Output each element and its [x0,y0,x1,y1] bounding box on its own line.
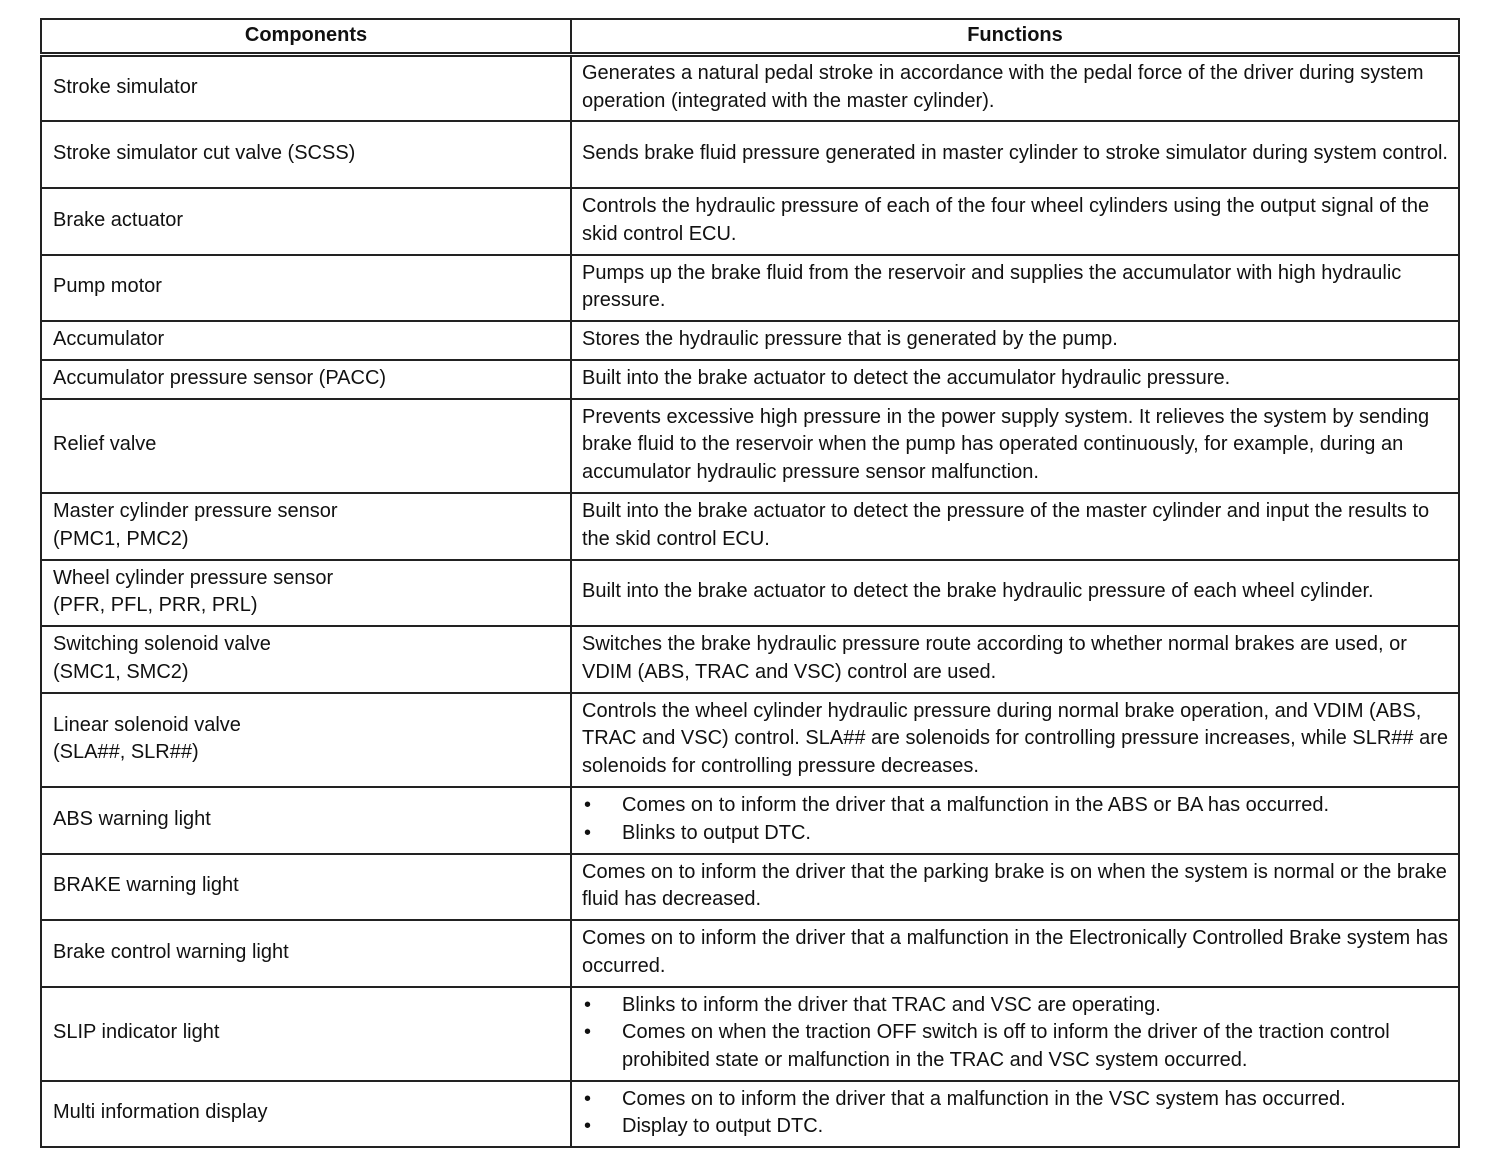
component-cell: Brake actuator [41,188,571,255]
component-name-line: Linear solenoid valve [53,713,241,736]
table-row [41,399,1459,493]
component-name-line: Wheel cylinder pressure sensor [53,566,334,589]
component-code-line: (PFR, PFL, PRR, PRL) [53,594,258,616]
table-row [41,693,1459,787]
function-cell: Sends brake fluid pressure generated in master cylinder to stroke simulator during system control. [571,121,1459,188]
function-cell [571,787,1459,854]
function-cell: Comes on to inform the driver that a malfunction in the Electronically Controlled Brake system has occurred. [571,920,1459,987]
component-cell: ABS warning light [41,787,571,854]
component-cell: Brake control warning light [41,920,571,987]
function-cell: Stores the hydraulic pressure that is generated by the pump. [571,321,1459,360]
bullet-item: • Blinks to output DTC. [582,820,1448,848]
bullet-item: • Comes on to inform the driver that a malfunction in the VSC system has occurred. [582,1086,1448,1114]
component-cell [41,493,571,560]
function-cell [571,1081,1459,1147]
table-row [41,987,1459,1081]
table-row [41,493,1459,560]
component-code-line: (PMC1, PMC2) [53,527,189,550]
component-name-line: Switching solenoid valve [53,633,271,655]
bullet-item: • Display to output DTC. [582,1113,1448,1141]
bullet-item: • Comes on to inform the driver that a malfunction in the ABS or BA has occurred. [582,792,1448,820]
header-components: Components [41,19,571,55]
table-row [41,188,1459,255]
function-cell [571,987,1459,1081]
component-cell: Pump motor [41,255,571,321]
component-code-line: (SLA##, SLR##) [53,741,199,763]
table-row [41,920,1459,987]
component-cell: BRAKE warning light [41,854,571,920]
component-cell: Multi information display [41,1081,571,1147]
table-row [41,854,1459,920]
table-row [41,560,1459,626]
component-code-line: (SMC1, SMC2) [53,660,189,683]
table-row [41,787,1459,854]
table-row [41,360,1459,399]
function-cell: Built into the brake actuator to detect the accumulator hydraulic pressure. [571,360,1459,399]
function-cell: Built into the brake actuator to detect the brake hydraulic pressure of each wheel cylinder. [571,560,1459,626]
table-row [41,1081,1459,1147]
function-cell: Generates a natural pedal stroke in accordance with the pedal force of the driver during system operation (integrated with the master cylinder). [571,55,1459,121]
bullet-item: • Comes on when the traction OFF switch is off to inform the driver of the traction control prohibited state or malfunction in the TRAC and VSC system occurred. [582,1019,1448,1074]
component-cell: Accumulator pressure sensor (PACC) [41,360,571,399]
table-row [41,626,1459,693]
component-cell: Relief valve [41,399,571,493]
bullet-list [582,992,1448,1075]
component-cell: Accumulator [41,321,571,360]
table-row [41,121,1459,188]
function-cell: Controls the hydraulic pressure of each of the four wheel cylinders using the output signal of the skid control ECU. [571,188,1459,255]
table-row [41,321,1459,360]
function-cell: Pumps up the brake fluid from the reservoir and supplies the accumulator with high hydraulic pressure. [571,255,1459,321]
bullet-item: • Blinks to inform the driver that TRAC and VSC are operating. [582,992,1448,1020]
component-name-line: Master cylinder pressure sensor [53,500,338,522]
table-row [41,255,1459,321]
function-cell: Prevents excessive high pressure in the power supply system. It relieves the system by sending brake fluid to the reservoir when the pump has operated continuously, for example, during an accumulator hydraulic pressure sensor malfunction. [571,399,1459,493]
bullet-list [582,1086,1448,1141]
components-functions-table [40,18,1460,1148]
function-cell: Built into the brake actuator to detect the pressure of the master cylinder and input the results to the skid control ECU. [571,493,1459,560]
component-cell: SLIP indicator light [41,987,571,1081]
header-functions: Functions [571,19,1459,55]
bullet-list [582,792,1448,847]
component-cell [41,560,571,626]
component-cell [41,626,571,693]
function-cell: Switches the brake hydraulic pressure route according to whether normal brakes are used, or VDIM (ABS, TRAC and VSC) control are used. [571,626,1459,693]
component-cell: Stroke simulator [41,55,571,121]
header-row [41,19,1459,55]
component-cell [41,693,571,787]
component-cell: Stroke simulator cut valve (SCSS) [41,121,571,188]
function-cell: Comes on to inform the driver that the parking brake is on when the system is normal or the brake fluid has decreased. [571,854,1459,920]
function-cell: Controls the wheel cylinder hydraulic pressure during normal brake operation, and VDIM (ABS, TRAC and VSC) control. SLA## are solenoids for controlling pressure increases, while SLR## are solenoids for controlling pressure decreases. [571,693,1459,787]
table-row [41,55,1459,121]
